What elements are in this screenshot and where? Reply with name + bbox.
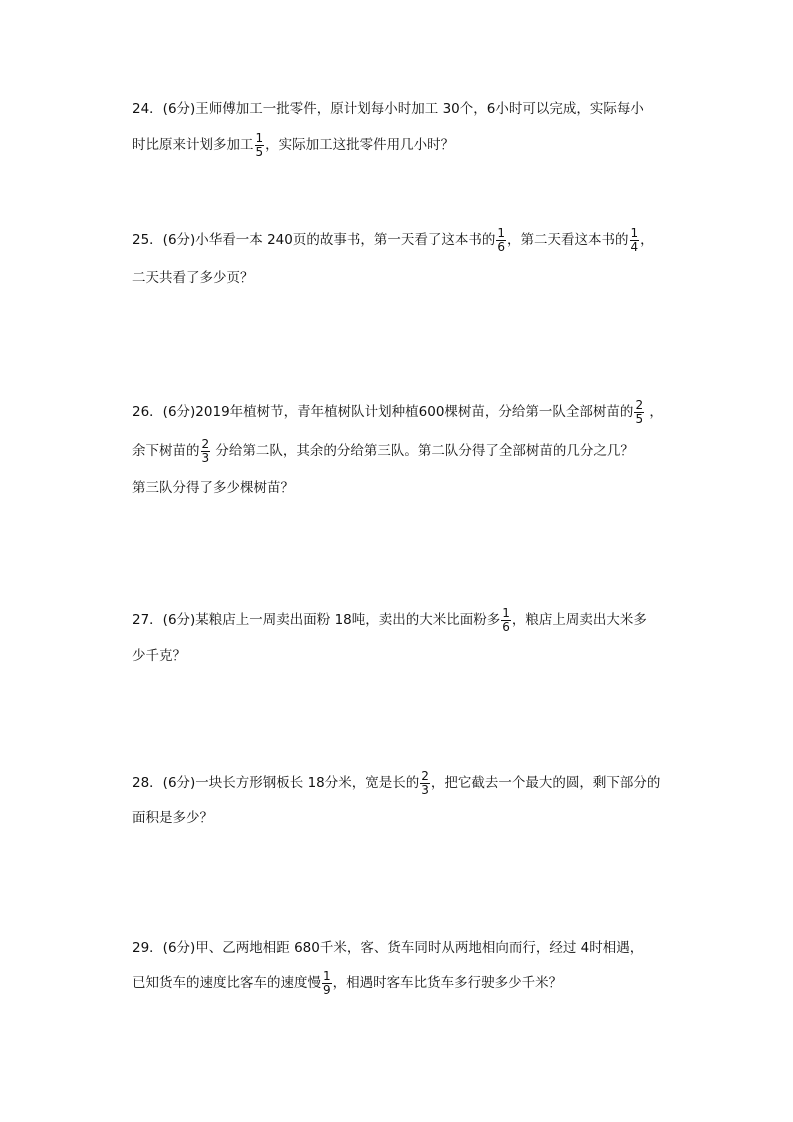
fraction-denominator: 4 <box>630 239 639 254</box>
question-text-line <box>132 933 643 963</box>
text-segment: ，粮店上周卖出大米多 <box>511 612 647 628</box>
question-text-line <box>132 130 454 160</box>
text-segment: 28．(6分)一块长方形钢板长 18分米，宽是长的 <box>132 775 420 791</box>
question-text-line <box>132 641 186 671</box>
question-text-line <box>132 397 663 427</box>
fraction <box>634 399 644 426</box>
fraction-numerator: 2 <box>635 397 644 412</box>
fraction-denominator: 3 <box>201 450 210 465</box>
text-segment: 时比原来计划多加工 <box>132 137 254 153</box>
fraction <box>630 227 640 254</box>
question-text-line <box>132 803 213 833</box>
question-text-line <box>132 94 644 124</box>
text-segment: 27．(6分)某粮店上一周卖出面粉 18吨，卖出的大米比面粉多 <box>132 612 501 628</box>
fraction <box>501 607 511 634</box>
fraction-numerator: 1 <box>323 968 331 983</box>
text-segment: ， <box>645 404 663 420</box>
fraction-numerator: 1 <box>255 130 264 145</box>
text-segment: 少千克？ <box>132 648 186 664</box>
question-text-line <box>132 605 647 635</box>
text-segment: 25．(6分)小华看一本 240页的故事书，第一天看了这本书的 <box>132 232 496 248</box>
fraction <box>420 770 430 797</box>
fraction-denominator: 9 <box>323 982 331 997</box>
text-segment: 余下树苗的 <box>132 443 200 459</box>
fraction-numerator: 1 <box>630 225 639 240</box>
fraction-denominator: 6 <box>502 619 510 634</box>
fraction <box>496 227 506 254</box>
text-segment: 面积是多少？ <box>132 810 213 826</box>
text-segment: 29．(6分)甲、乙两地相距 680千米，客、货车同时从两地相向而行，经过 4时相遇， <box>132 940 644 956</box>
text-segment: 已知货车的速度比客车的速度慢 <box>132 975 321 991</box>
fraction-numerator: 2 <box>421 768 429 783</box>
text-segment: 分给第二队，其余的分给第三队。第二队分得了全部树苗的几分之几？ <box>211 443 634 459</box>
text-segment: ，实际加工这批零件用几小时？ <box>265 137 455 153</box>
fraction-numerator: 1 <box>502 605 510 620</box>
question-text-line <box>132 473 294 503</box>
fraction <box>322 970 332 997</box>
fraction-denominator: 3 <box>421 782 429 797</box>
text-segment: ，把它截去一个最大的圆，剩下部分的 <box>430 775 661 791</box>
fraction <box>255 132 265 159</box>
text-segment: ， <box>640 232 654 248</box>
question-text-line <box>132 768 660 798</box>
question-text-line <box>132 968 562 998</box>
text-segment: ，相遇时客车比货车多行驶多少千米？ <box>332 975 563 991</box>
fraction-denominator: 5 <box>635 411 644 426</box>
text-segment: 二天共看了多少页？ <box>132 270 254 286</box>
text-segment: 24．(6分)王师傅加工一批零件，原计划每小时加工 30个，6小时可以完成，实际每小 <box>132 101 644 117</box>
text-segment: 26．(6分)2019年植树节，青年植树队计划种植600棵树苗，分给第一队全部树苗的 <box>132 404 634 420</box>
question-text-line <box>132 225 654 255</box>
text-segment: 第三队分得了多少棵树苗？ <box>132 480 294 496</box>
fraction <box>201 438 211 465</box>
fraction-numerator: 1 <box>497 225 505 240</box>
question-text-line <box>132 263 254 293</box>
fraction-denominator: 6 <box>497 239 505 254</box>
fraction-denominator: 5 <box>255 144 264 159</box>
fraction-numerator: 2 <box>201 436 210 451</box>
text-segment: ，第二天看这本书的 <box>507 232 629 248</box>
question-text-line <box>132 436 634 466</box>
